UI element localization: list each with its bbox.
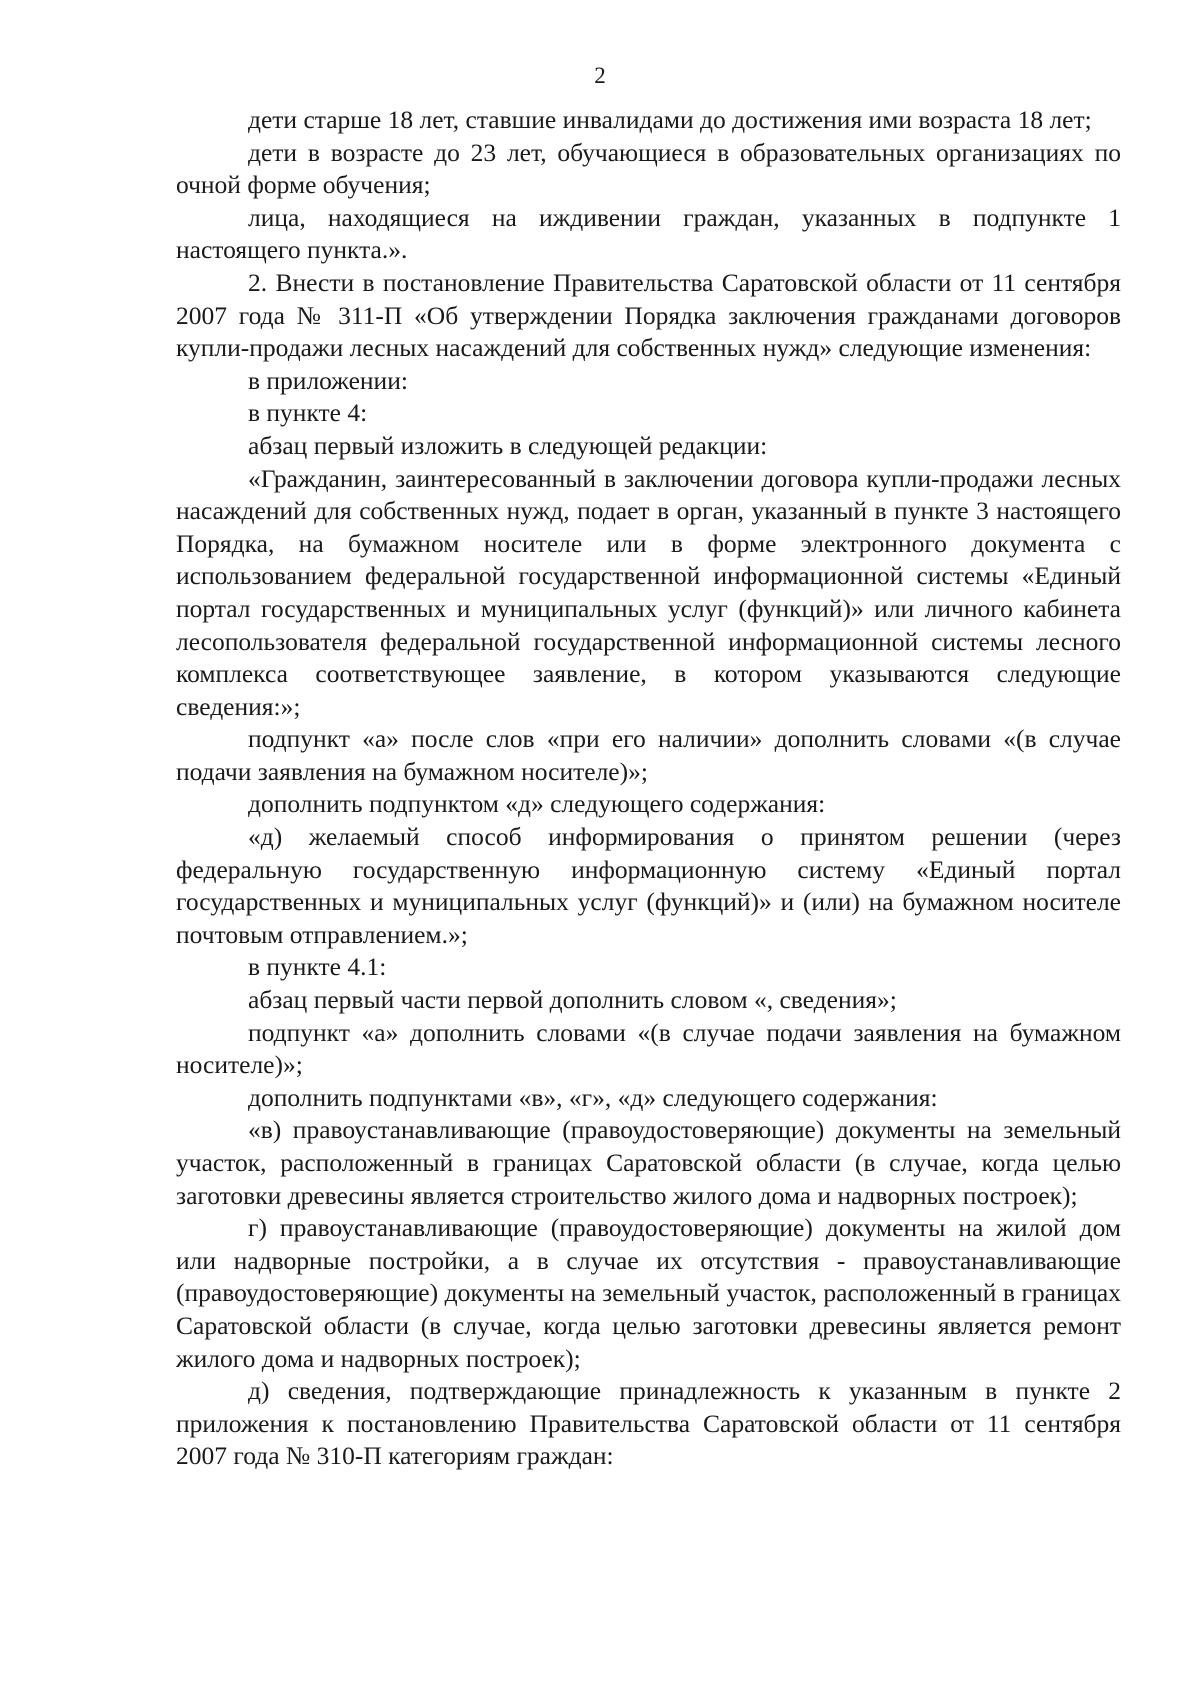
paragraph: абзац первый части первой дополнить словом «, сведения»; bbox=[248, 985, 897, 1015]
paragraph: в пункте 4: bbox=[248, 398, 368, 428]
paragraph: «в) правоустанавливающие (правоудостоверяющие) документы на земельный участок, расположенный в границах Саратовской области (в случае, когда целью заготовки древесины является строительство жилого дома и надворных построек); bbox=[176, 1115, 1121, 1210]
paragraph: «д) желаемый способ информирования о принятом решении (через федеральную государственную информационную систему «Единый портал государственных и муниципальных услуг (функций)» и (или) на бумажном носителе почтовым отправлением.»; bbox=[176, 822, 1121, 949]
paragraph: «Гражданин, заинтересованный в заключении договора купли-продажи лесных насаждений для собственных нужд, подает в орган, указанный в пункте 3 настоящего Порядка, на бумажном носителе или в форме электронного документа с использованием федеральной государственной информационной системы «Единый портал государственных и муниципальных услуг (функций)» или личного кабинета лесопользователя федеральной государственной информационной системы лесного комплекса соответствующее заявление, в котором указываются следующие сведения:»; bbox=[176, 463, 1121, 721]
paragraph: абзац первый изложить в следующей редакции: bbox=[248, 430, 768, 460]
paragraph: дополнить подпунктами «в», «г», «д» следующего содержания: bbox=[248, 1082, 938, 1112]
page-number: 2 bbox=[594, 63, 606, 88]
paragraph: г) правоустанавливающие (правоудостоверяющие) документы на жилой дом или надворные постройки, а в случае их отсутствия - правоустанавливающие (правоудостоверяющие) документы на земельный участок, расположенный в границах Саратовской области (в случае, когда целью заготовки древесины является ремонт жилого дома и надворных построек); bbox=[176, 1213, 1121, 1373]
paragraph: 2. Внести в постановление Правительства Саратовской области от 11 сентября 2007 года № 311-П «Об утверждении Порядка заключения гражданами договоров купли-продажи лесных насаждений для собственных нужд» следующие изменения: bbox=[176, 267, 1121, 363]
paragraph: дети старше 18 лет, ставшие инвалидами до достижения ими возраста 18 лет; bbox=[248, 105, 1092, 134]
paragraph: д) сведения, подтверждающие принадлежность к указанным в пункте 2 приложения к постановлению Правительства Саратовской области от 11 сентября 2007 года № 310-П категориям граждан: bbox=[176, 1376, 1121, 1471]
paragraph: лица, находящиеся на иждивении граждан, указанных в подпункте 1 настоящего пункта.». bbox=[176, 202, 1121, 265]
paragraph: подпункт «а» дополнить словами «(в случае подачи заявления на бумажном носителе)»; bbox=[176, 1017, 1121, 1080]
paragraph: в пункте 4.1: bbox=[248, 952, 387, 982]
paragraph: дети в возрасте до 23 лет, обучающиеся в образовательных организациях по очной форме обучения; bbox=[176, 137, 1121, 200]
paragraph: в приложении: bbox=[248, 365, 408, 395]
paragraph: дополнить подпунктом «д» следующего содержания: bbox=[248, 789, 826, 819]
paragraph: подпункт «а» после слов «при его наличии» дополнить словами «(в случае подачи заявления на бумажном носителе)»; bbox=[176, 724, 1121, 786]
document-body bbox=[176, 104, 1121, 1473]
